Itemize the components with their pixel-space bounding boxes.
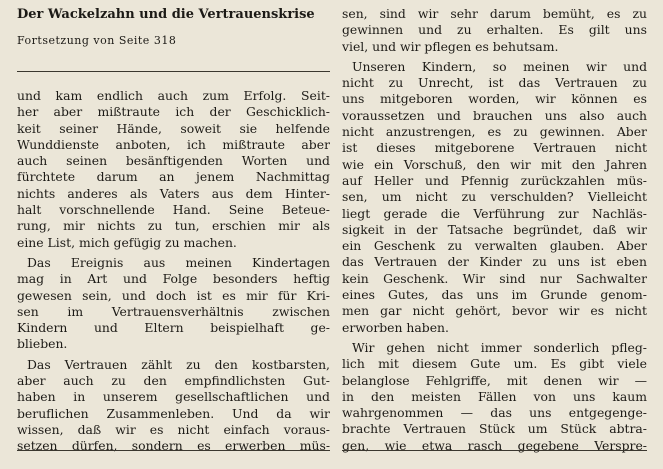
text-line: sen im Vertrauensverhältnis zwischen — [17, 303, 330, 319]
text-line: halt vorschnellende Hand. Seine Beteue- — [17, 202, 330, 218]
text-line: liegt gerade die Verführung zur Nachläs- — [342, 205, 647, 221]
text-line: fürchtete darum an jenem Nachmittag — [17, 169, 330, 185]
text-line: gewinnen und zu erhalten. Es gilt uns — [342, 22, 647, 38]
text-line: und kam endlich auch zum Erfolg. Seit- — [17, 88, 330, 103]
text-line: ein Geschenk zu verwalten glauben. Aber — [342, 238, 647, 254]
text-line: in den meisten Fällen von uns kaum — [342, 388, 647, 404]
text-line: her aber mißtraute ich der Geschicklich- — [17, 104, 330, 120]
text-line: auf Heller und Pfennig zurückzahlen müs- — [342, 172, 647, 188]
text-line: uns mitgeboren worden, wir können es — [342, 91, 647, 107]
text-line: sen, sind wir sehr darum bemüht, es zu — [342, 6, 647, 21]
text-line: sen, um nicht zu verschulden? Vielleicht — [342, 189, 647, 205]
text-line: lich mit diesem Gute um. Es gibt viele — [342, 356, 647, 372]
text-line: mag in Art und Folge besonders heftig — [17, 271, 330, 287]
text-line: Kindern und Eltern beispielhaft ge- — [17, 320, 330, 336]
text-line: blieben. — [17, 336, 68, 352]
right-column-text — [342, 6, 647, 454]
text-line: brachte Vertrauen Stück um Stück abtra- — [342, 421, 647, 437]
text-line: Unseren Kindern, so meinen wir und — [352, 58, 647, 74]
paragraph — [342, 340, 647, 454]
text-line: eine List, mich gefügig zu machen. — [17, 234, 237, 250]
left-column-text — [17, 88, 330, 455]
text-line: keit seiner Hände, soweit sie helfende — [17, 120, 330, 136]
footer-divider-right — [342, 450, 647, 451]
text-line: belanglose Fehlgriffe, mit denen wir — — [342, 372, 647, 388]
text-line: wahrgenommen — das uns entgegenge- — [342, 405, 647, 421]
paragraph — [17, 255, 330, 353]
paragraph — [342, 6, 647, 55]
text-line: gen, wie etwa rasch gegebene Verspre- — [342, 437, 647, 453]
text-line: beruflichen Zusammenleben. Und da wir — [17, 405, 330, 421]
text-line: Das Vertrauen zählt zu den kostbarsten, — [27, 356, 330, 372]
text-line: viel, und wir pflegen es behutsam. — [342, 38, 559, 54]
text-line: Das Ereignis aus meinen Kindertagen — [27, 254, 330, 270]
header-divider — [17, 71, 330, 72]
text-line: nicht anzustrengen, es zu gewinnen. Aber — [342, 124, 647, 140]
paragraph — [342, 59, 647, 336]
text-line: sigkeit in der Tatsache begründet, daß wir — [342, 221, 647, 237]
text-line: haben in unserem gesellschaftlichen und — [17, 389, 330, 405]
continuation-note: Fortsetzung von Seite 318 — [17, 34, 177, 47]
text-line: voraussetzen und brauchen uns also auch — [342, 107, 647, 123]
text-line: erworben haben. — [342, 319, 449, 335]
text-line: kein Geschenk. Wir sind nur Sachwalter — [342, 270, 647, 286]
text-line: Wunddienste anboten, ich mißtraute aber — [17, 136, 330, 152]
paragraph — [17, 357, 330, 455]
text-line: aber auch zu den empfindlichsten Gut- — [17, 373, 330, 389]
text-line: das Vertrauen der Kinder zu uns ist eben — [342, 254, 647, 270]
text-line: rung, mir nichts zu tun, erschien mir als — [17, 218, 330, 234]
footer-divider-left — [17, 450, 330, 451]
text-line: gewesen sein, und doch ist es mir für Kri- — [17, 287, 330, 303]
text-line: nichts anderes als Vaters aus dem Hinter- — [17, 185, 330, 201]
text-line: wie ein Vorschuß, den wir mit den Jahren — [342, 156, 647, 172]
text-line: ist dieses mitgeborene Vertrauen nicht — [342, 140, 647, 156]
text-line: men gar nicht gehört, bevor wir es nicht — [342, 303, 647, 319]
article-header — [17, 6, 330, 49]
text-line: Wir gehen nicht immer sonderlich pfleg- — [352, 339, 647, 355]
article-title: Der Wackelzahn und die Vertrauenskrise — [17, 7, 315, 22]
text-line: eines Gutes, das uns im Grunde genom- — [342, 287, 647, 303]
text-line: wissen, daß wir es nicht einfach voraus- — [17, 421, 330, 437]
paragraph — [17, 88, 330, 251]
text-line: auch seinen besänftigenden Worten und — [17, 153, 330, 169]
text-line: setzen dürfen, sondern es erwerben müs- — [17, 438, 330, 454]
text-line: nicht zu Unrecht, ist das Vertrauen zu — [342, 75, 647, 91]
